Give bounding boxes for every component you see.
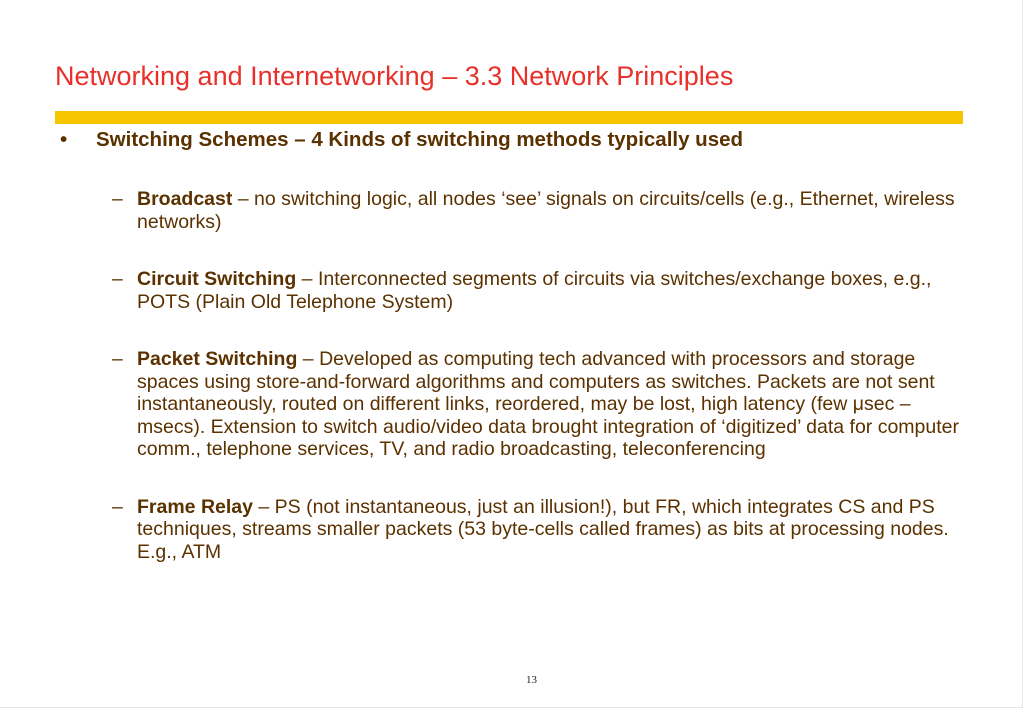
sub-bullet-circuit-switching <box>112 268 962 313</box>
sub-bullet-text: – no switching logic, all nodes ‘see’ signals on circuits/cells (e.g., Ethernet, wireless networks) <box>137 188 955 233</box>
main-bullet-marker: • <box>60 128 68 151</box>
sub-bullet-text: – Interconnected segments of circuits via switches/exchange boxes, e.g., POTS (Plain Old Telephone System) <box>137 268 932 313</box>
main-bullet-text: Switching Schemes – 4 Kinds of switching methods typically used <box>96 128 744 151</box>
sub-bullet-marker: – <box>112 348 123 370</box>
main-bullet <box>60 127 743 153</box>
sub-bullet-text: – Developed as computing tech advanced with processors and storage spaces using store-and-forward algorithms and computers as switches. Packets are not sent instantaneously, routed on different links, reordered, may be lost, high latency (few μsec – msecs). Extension to switch audio/video data brought integration of ‘digitized’ data for computer comm., telephone services, TV, and radio broadcasting, teleconferencing <box>137 348 959 460</box>
sub-bullet-broadcast <box>112 188 962 233</box>
sub-bullet-term: Circuit Switching <box>137 268 297 290</box>
sub-bullet-term: Packet Switching <box>137 348 298 370</box>
page-number: 13 <box>526 674 537 686</box>
sub-bullet-term: Frame Relay <box>137 495 253 518</box>
title-underline-bar <box>55 111 963 124</box>
sub-bullet-marker: – <box>112 495 123 518</box>
sub-bullet-frame-relay <box>112 496 962 564</box>
sub-bullet-text: – PS (not instantaneous, just an illusion!), but FR, which integrates CS and PS techniques, streams smaller packets (53 byte-cells called frames) as bits at processing nodes. E.g., ATM <box>137 495 949 563</box>
sub-bullet-marker: – <box>112 188 123 210</box>
sub-bullet-list <box>112 188 962 563</box>
sub-bullet-term: Broadcast <box>137 188 233 210</box>
slide-title: Networking and Internetworking – 3.3 Network Principles <box>55 61 734 91</box>
sub-bullet-marker: – <box>112 268 123 290</box>
sub-bullet-packet-switching <box>112 348 962 461</box>
